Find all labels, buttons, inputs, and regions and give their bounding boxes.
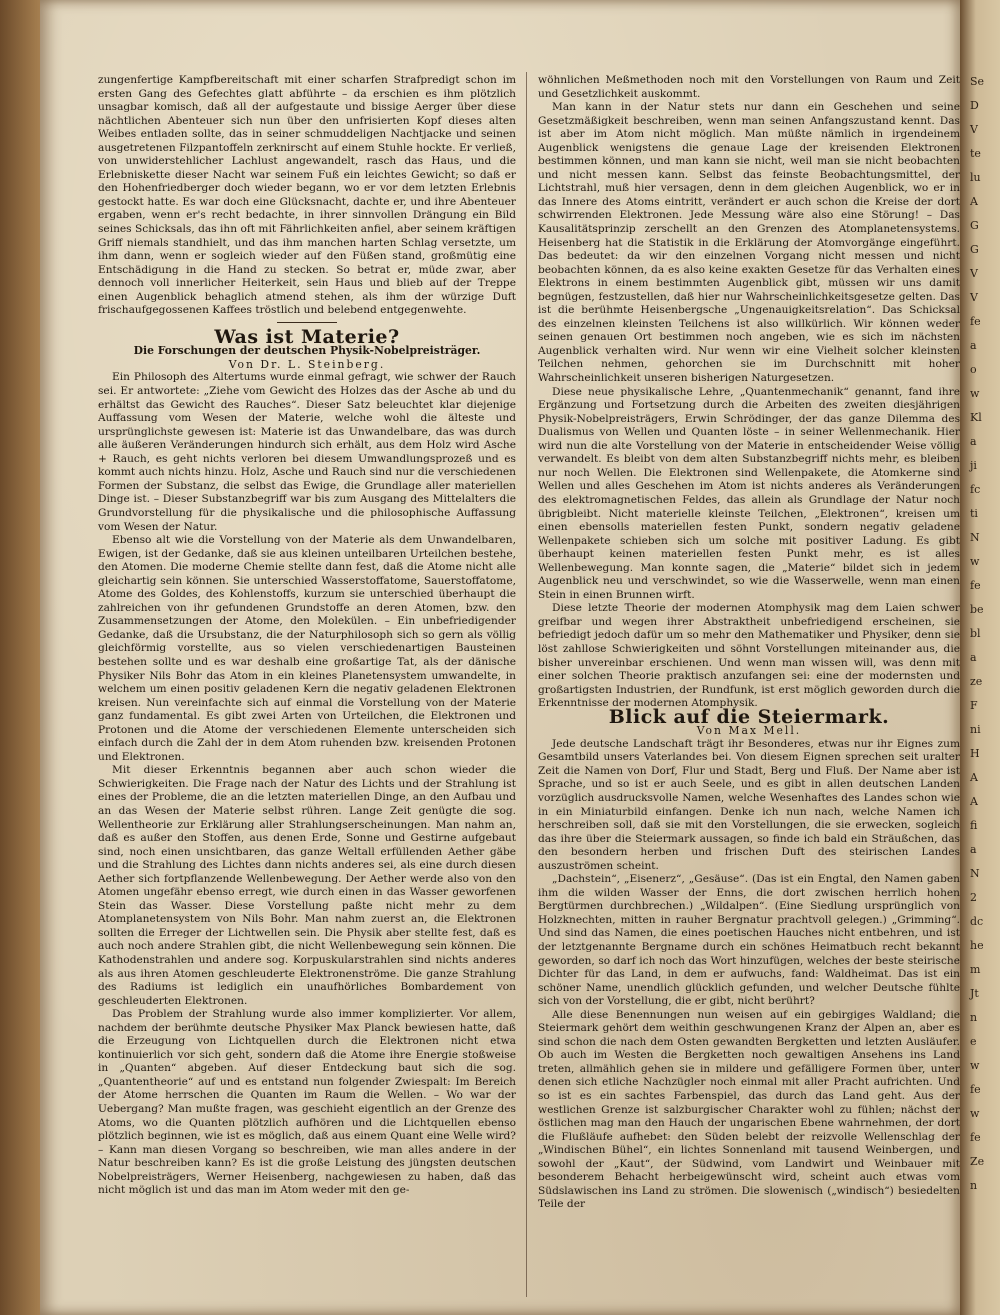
article-paragraph: Jede deutsche Landschaft trägt ihr Besonderes, etwas nur ihr Eignes zum Gesamtbild unsers Vaterlandes bei. Von diesem Eignen sprechen seit uralter Zeit die Namen von Dorf, Flur und Stadt, Berg und Fluß. Der Name aber ist Sprache, und so ist er auch Seele, und es gibt in allen deutschen Landen vorzüglich ausdrucksvolle Namen, welche Wesenhaftes des Landes schon wie in ein Miniaturbild einfangen. Denke ich nun nach, welche Namen ich herschreiben soll, daß sie mit den Vorstellungen, die sie erwecken, sogleich das ihre über die Steiermark aussagen, so finde ich bald ein Sträußchen, das den besondern herben und frischen Duft des steirischen Landes auszuströmen scheint. bbox=[538, 737, 960, 872]
adjacent-page-fragment: F bbox=[970, 699, 978, 712]
adjacent-page-fragment: G bbox=[970, 219, 979, 232]
adjacent-page-fragment: he bbox=[970, 939, 984, 952]
article-paragraph: Ein Philosoph des Altertums wurde einmal gefragt, wie schwer der Rauch sei. Er antwortete: „Ziehe vom Gewicht des Holzes das der Asche ab und du erhältst das Gewicht des Rauches“. Dieser Satz beleuchtet klar diejenige Auffassung vom Wesen der Materie, welche wohl die älteste und ursprünglichste gewesen ist: Materie ist das Unwandelbare, das was durch alle äußeren Veränderungen hindurch sich erhält, aus dem Holz wird Asche + Rauch, es geht nichts verloren bei diesem Umwandlungsprozeß und es kommt auch nichts hinzu. Holz, Asche und Rauch sind nur die verschiedenen Formen der Substanz, die selbst das Ewige, die Grundlage aller materiellen Dinge ist. – Dieser Substanzbegriff war bis zum Ausgang des Mittelalters die Grundvorstellung für die physikalische und die philosophische Auffassung vom Wesen der Natur. bbox=[98, 371, 516, 533]
adjacent-page-fragment: D bbox=[970, 99, 979, 112]
adjacent-page-fragment: fe bbox=[970, 1083, 981, 1096]
adjacent-page-fragment: ti bbox=[970, 507, 978, 520]
adjacent-page-fragment: G bbox=[970, 243, 979, 256]
adjacent-page-fragment: ze bbox=[970, 675, 983, 688]
adjacent-page-fragment: Jt bbox=[970, 987, 979, 1000]
adjacent-page-fragment: w bbox=[970, 387, 980, 400]
adjacent-page-fragment: H bbox=[970, 747, 980, 760]
adjacent-page-fragment: a bbox=[970, 651, 977, 664]
article-author-steiermark: Von Max Mell. bbox=[696, 724, 802, 738]
adjacent-page-fragment: Se bbox=[970, 75, 985, 88]
adjacent-page-fragment: n bbox=[970, 1011, 978, 1024]
adjacent-page-fragment: a bbox=[970, 339, 977, 352]
adjacent-page-fragment: bl bbox=[970, 627, 981, 640]
section-divider bbox=[277, 322, 337, 323]
article-paragraph: „Dachstein“, „Eisenerz“, „Gesäuse“. (Das ist ein Engtal, den Namen gaben ihm die wilden Wasser der Enns, die dort zwischen herrlich hohen Bergtürmen durchbrechen.) „Wildalpen“. (Eine Siedlung ursprünglich von Holzknechten, mitten in rauher Bergnatur prachtvoll gelegen.) „Grimming“. Und sind das Namen, die eines poetischen Hauches nicht entbehren, und ist der letztgenannte Bergname durch ein schönes Heimatbuch recht bekannt geworden, so darf ich noch das Wort hinzufügen, welches der beste steirische Dichter für das Land, in dem er aufwuchs, fand: Waldheimat. Das ist ein schöner Name, unendlich glücklich gefunden, und welcher Deutsche fühlte sich von der Vorstellung, die er gibt, nicht berührt? bbox=[538, 873, 960, 1008]
adjacent-page-fragment: m bbox=[970, 963, 981, 976]
adjacent-page-fragment: N bbox=[970, 531, 980, 544]
article-paragraph: Mit dieser Erkenntnis begannen aber auch schon wieder die Schwierigkeiten. Die Frage nach der Natur des Lichts und der Strahlung ist eines der Probleme, die an die letzten materiellen Dinge, an den Aufbau und an das Wesen der Materie selbst rühren. Lange Zeit genügte die sog. Wellentheorie zur Erklärung aller Strahlungserscheinungen. Man nahm an, daß es außer den Stoffen, aus denen Erde, Sonne und Gestirne aufgebaut sind, noch einen unsichtbaren, das ganze Weltall erfüllenden Aether gäbe und die Strahlung des Lichtes dann nichts anderes sei, als eine durch diesen Aether sich fortpflanzende Wellenbewegung. Der Aether werde also von den Atomen ungefähr ebenso erregt, wie durch einen in das Wasser geworfenen Stein das Wasser. Diese Vorstellung paßte nicht mehr zu dem Atomplanetensystem von Nils Bohr. Man nahm zuerst an, die Elektronen sollten die Erreger der Lichtwellen sein. Die Physik aber stellte fest, daß es auch noch andere Strahlen gibt, die nicht Wellenbewegung sein können. Die Kathodenstrahlen und andere sog. Korpuskularstrahlen sind nichts anderes als aus ihren Atomen geschleuderte Elektronenströme. Die ganze Strahlung des Radiums ist lediglich ein unaufhörliches Bombardement von geschleuderten Elektronen. bbox=[98, 764, 516, 1007]
article-paragraph: Das Problem der Strahlung wurde also immer komplizierter. Vor allem, nachdem der berühmte deutsche Physiker Max Planck bewiesen hatte, daß die Erzeugung von Lichtquellen durch die Elektronen nicht etwa kontinuierlich vor sich geht, sondern daß die Atome ihre Energie stoßweise in „Quanten“ abgeben. Auf dieser Entdeckung baut sich die sog. „Quantentheorie“ auf und es entstand nun folgender Zwiespalt: Im Bereich der Atome herrschen die Quanten im Raum die Wellen. – Wo war der Uebergang? Man mußte fragen, was geschieht eigentlich an der Grenze des Atoms, wo die Quanten plötzlich aufhören und die Lichtquellen ebenso plötzlich beginnen, wie ist es möglich, daß aus einem Quant eine Welle wird? – Kann man diesen Vorgang so beschreiben, wie man alles andere in der Natur beschreiben kann? Es ist die große Leistung des jüngsten deutschen Nobelpreisträgers, Werner Heisenberg, nachgewiesen zu haben, daß das nicht möglich ist und das man im Atom weder mit den ge- bbox=[98, 1008, 516, 1197]
adjacent-page-fragment: w bbox=[970, 1059, 980, 1072]
adjacent-page-edge bbox=[960, 0, 1000, 1315]
adjacent-page-fragment: a bbox=[970, 435, 977, 448]
adjacent-page-fragment: V bbox=[970, 291, 978, 304]
adjacent-page-fragment: Kl bbox=[970, 411, 982, 424]
adjacent-page-fragment: w bbox=[970, 555, 980, 568]
left-column bbox=[98, 74, 516, 1304]
adjacent-page-fragment: lu bbox=[970, 171, 981, 184]
adjacent-page-fragment: ji bbox=[970, 459, 977, 472]
article-paragraph: wöhnlichen Meßmethoden noch mit den Vorstellungen von Raum und Zeit und Gesetzlichkeit auskommt. bbox=[538, 74, 960, 100]
adjacent-page-fragment: fe bbox=[970, 579, 981, 592]
adjacent-page-fragment: n bbox=[970, 1179, 978, 1192]
article-author-materie: Von Dr. L. Steinberg. bbox=[228, 357, 386, 371]
adjacent-page-fragment: V bbox=[970, 123, 978, 136]
article-title-steiermark: Blick auf die Steiermark. bbox=[608, 705, 890, 728]
adjacent-page-fragment: A bbox=[970, 195, 978, 208]
adjacent-page-fragment: Ze bbox=[970, 1155, 985, 1168]
right-column bbox=[538, 74, 960, 1304]
column-divider bbox=[526, 72, 527, 1297]
adjacent-page-fragment: o bbox=[970, 363, 977, 376]
article-paragraph: Diese neue physikalische Lehre, „Quantenmechanik“ genannt, fand ihre Ergänzung und Fortsetzung durch die Arbeiten des zweiten diesjährigen Physik-Nobelpreisträgers, Erwin Schrödinger, der das ganze Dilemma des Dualismus von Wellen und Quanten löste – in seiner Wellenmechanik. Hier wird nun die alte Vorstellung von der Materie in entscheidender Weise völlig verwandelt. Es bleibt von dem alten Substanzbegriff nichts mehr, es bleiben nur noch Wellen. Die Elektronen sind Wellenpakete, die Atomkerne sind Wellen und alles Geschehen im Atom ist nichts anderes als Veränderungen des elektromagnetischen Feldes, das allein als Grundlage der Natur noch übrigbleibt. Nicht materielle kleinste Teilchen, „Elektronen“, kreisen um einen ebensolls materiellen festen Punkt, sondern negativ geladene Wellenpakete schieben sich um solche mit positiver Ladung. Es gibt überhaupt keinen materiellen festen Punkt mehr, es ist alles Wellenbewegung. Man konnte sagen, die „Materie“ bildet sich in jedem Augenblick neu und verschwindet, so wie die Wasserwelle, wenn man einen Stein in einen Brunnen wirft. bbox=[538, 385, 960, 601]
article-paragraph: Man kann in der Natur stets nur dann ein Geschehen und seine Gesetzmäßigkeit beschreiben, wenn man seinen Anfangszustand kennt. Das ist aber im Atom nicht möglich. Man müßte nämlich in irgendeinem Augenblick wenigstens die genaue Lage der kreisenden Elektronen bestimmen können, und man kann sie nicht, weil man sie nicht beobachten und nicht messen kann. Selbst das feinste Beobachtungsmittel, der Lichtstrahl, muß hier versagen, denn in dem gleichen Augenblick, wo er in das Innere des Atoms eintritt, verändert er auch schon die Kreise der dort schwirrenden Elektronen. Jede Messung wäre also eine Störung! – Das Kausalitätsprinzip zerschellt an den Grenzen des Atomplanetensystems. Heisenberg hat die Statistik in die Erklärung der Atomvorgänge eingeführt. Das bedeutet: da wir den einzelnen Vorgang nicht messen und nicht beobachten können, da es also keine exakten Gesetze für das Verhalten eines Elektrons in einem bestimmten Augenblick gibt, müssen wir uns damit begnügen, festzustellen, daß hier nur Wahrscheinlichkeitsgesetze gelten. Das ist die berühmte Heisenbergsche „Ungenauigkeitsrelation“. Das Schicksal des einzelnen kleinsten Teilchens ist also willkürlich. Wir können weder seinen genauen Ort bestimmen noch angeben, wie es sich im nächsten Augenblick verhalten wird. Nur wenn wir eine Vielheit solcher kleinsten Teilchen nehmen, gehorchen sie im Durchschnitt mit hoher Wahrscheinlichkeit unseren bisherigen Naturgesetzen. bbox=[538, 101, 960, 385]
article-subtitle-materie: Die Forschungen der deutschen Physik-Nobelpreisträger. bbox=[133, 344, 481, 358]
adjacent-page-fragment: V bbox=[970, 267, 978, 280]
adjacent-page-fragment: e bbox=[970, 1035, 977, 1048]
article-paragraph: Diese letzte Theorie der modernen Atomphysik mag dem Laien schwer greifbar und wegen ihrer Abstraktheit unbefriedigend erscheinen, sie befriedigt jedoch dafür um so mehr den Mathematiker und Physiker, denn sie löst zahllose Schwierigkeiten und söhnt Vorstellungen miteinander aus, die bisher unvereinbar erschienen. Und wenn man wissen will, was denn mit einer solchen Theorie praktisch anzufangen sei: eine der modernsten und großartigsten Industrien, der Rundfunk, ist erst möglich geworden durch die Erkenntnisse der modernen Atomphysik. bbox=[538, 602, 960, 710]
adjacent-page-fragment: fe bbox=[970, 1131, 981, 1144]
article-paragraph: Alle diese Benennungen nun weisen auf ein gebirgiges Waldland; die Steiermark gehört dem weithin geschwungenen Kranz der Alpen an, aber es sind schon die nach dem Osten gewandten Bergketten und letzten Ausläufer. Ob auch im Westen die Bergketten noch gewaltigen Ansehens ins Land treten, allmählich gehen sie in mildere und gefälligere Formen über, unter denen sich etliche Nachzügler noch einmal mit aller Pracht aufrichten. Und so ist es ein sachtes Farbenspiel, das durch das Land geht. Aus der westlichen Grenze ist salzburgischer Charakter wohl zu fühlen; nächst der östlichen mag man den Hauch der ungarischen Ebene wahrnehmen, der dort die Flußläufe aufhebet: den Süden belebt der reizvolle Wellenschlag der „Windischen Bühel“, ein lichtes Sonnenland mit tausend Weinbergen, und sowohl der „Kaut“, der Südwind, vom Landwirt und Weinbauer mit besonderem Behacht herbeigewünscht wird, scheint auch etwas vom Südslawischen ins Land zu strömen. Die slowenisch („windisch“) besiedelten Teile der bbox=[538, 1008, 960, 1211]
adjacent-page-fragment: ni bbox=[970, 723, 981, 736]
adjacent-page-fragment: w bbox=[970, 1107, 980, 1120]
adjacent-page-fragment: A bbox=[970, 771, 978, 784]
adjacent-page-fragment: be bbox=[970, 603, 984, 616]
adjacent-page-fragment: fi bbox=[970, 819, 978, 832]
adjacent-page-fragment: 2 bbox=[970, 891, 977, 904]
adjacent-page-fragment: fe bbox=[970, 315, 981, 328]
story-continuation: zungenfertige Kampfbereitschaft mit einer scharfen Strafpredigt schon im ersten Gang des Gefechtes glatt abführte – da erschien es ihm plötzlich unsagbar komisch, daß all der aufgestaute und bissige Aerger über diese nächtlichen Abenteuer sich nun über den unfrisierten Kopf dieses alten Weibes entladen sollte, das in seiner schmuddeligen Nachtjacke und seinen ausgetretenen Filzpantoffeln zerknirscht auf einem Stuhle hockte. Er verließ, von unwiderstehlicher Lachlust angewandelt, rasch das Haus, und die Erlebniskette dieser Nacht war seinem Fuß ein leichtes Gewicht; so daß er den Hohenfriedberger doch wieder begann, wo er vor dem letzten Erlebnis gestockt hatte. Es war doch eine Glücksnacht, dachte er, und ihre Abenteuer ergaben, wenn er's recht bedachte, in ihrer sinnvollen Drängung ein Bild seines Schicksals, das ihn oft mit Fährlichkeiten anfiel, aber seinem kräftigen Griff niemals standhielt, und das ihm manchen harten Schlag versetzte, um ihm dann, wenn er sogleich wieder auf den Füßen stand, großmütig eine Entschädigung in die Hand zu stecken. So betrat er, müde zwar, aber dennoch voll innerlicher Heiterkeit, sein Haus und blieb auf der Treppe einen Augenblick behaglich atmend stehen, als ihm der würzige Duft frischaufgegossenen Kaffees tröstlich und belebend entgegenwehte. bbox=[98, 74, 516, 317]
adjacent-page-fragment: dc bbox=[970, 915, 984, 928]
adjacent-page-fragment: N bbox=[970, 867, 980, 880]
adjacent-page-fragment: a bbox=[970, 843, 977, 856]
adjacent-page-fragment: fc bbox=[970, 483, 981, 496]
adjacent-page-fragment: A bbox=[970, 795, 978, 808]
article-title-materie: Was ist Materie? bbox=[214, 325, 400, 348]
adjacent-page-fragment: te bbox=[970, 147, 981, 160]
article-paragraph: Ebenso alt wie die Vorstellung von der Materie als dem Unwandelbaren, Ewigen, ist der Gedanke, daß sie aus kleinen unteilbaren Urteilchen bestehe, den Atomen. Die moderne Chemie stellte dann fest, daß die Atome nicht alle gleichartig sein können. Sie unterschied Wasserstoffatome, Sauerstoffatome, Atome des Goldes, des Kohlenstoffs, kurzum sie unterschied überhaupt die zahlreichen von ihr gefundenen Grundstoffe an deren Atomen, bzw. den Zusammensetzungen der Atome, den Molekülen. – Ein unbefriedigender Gedanke, daß die Ursubstanz, die der Naturphilosoph sich so gern als völlig gleichförmig vorstellte, aus so vielen verschiedenartigen Bausteinen bestehen sollte und es war deshalb eine großartige Tat, als der dänische Physiker Nils Bohr das Atom in ein kleines Planetensystem umwandelte, in welchem um einen positiv geladenen Kern die negativ geladenen Elektronen kreisen. Nun vereinfachte sich auf einmal die Vorstellung von der Materie ganz fundamental. Es gibt zwei Arten von Urteilchen, die Elektronen und Protonen und die Atome der verschiedenen Elemente unterscheiden sich einfach durch die Zahl der in dem Atom ruhenden bzw. kreisenden Protonen und Elektronen. bbox=[98, 534, 516, 763]
